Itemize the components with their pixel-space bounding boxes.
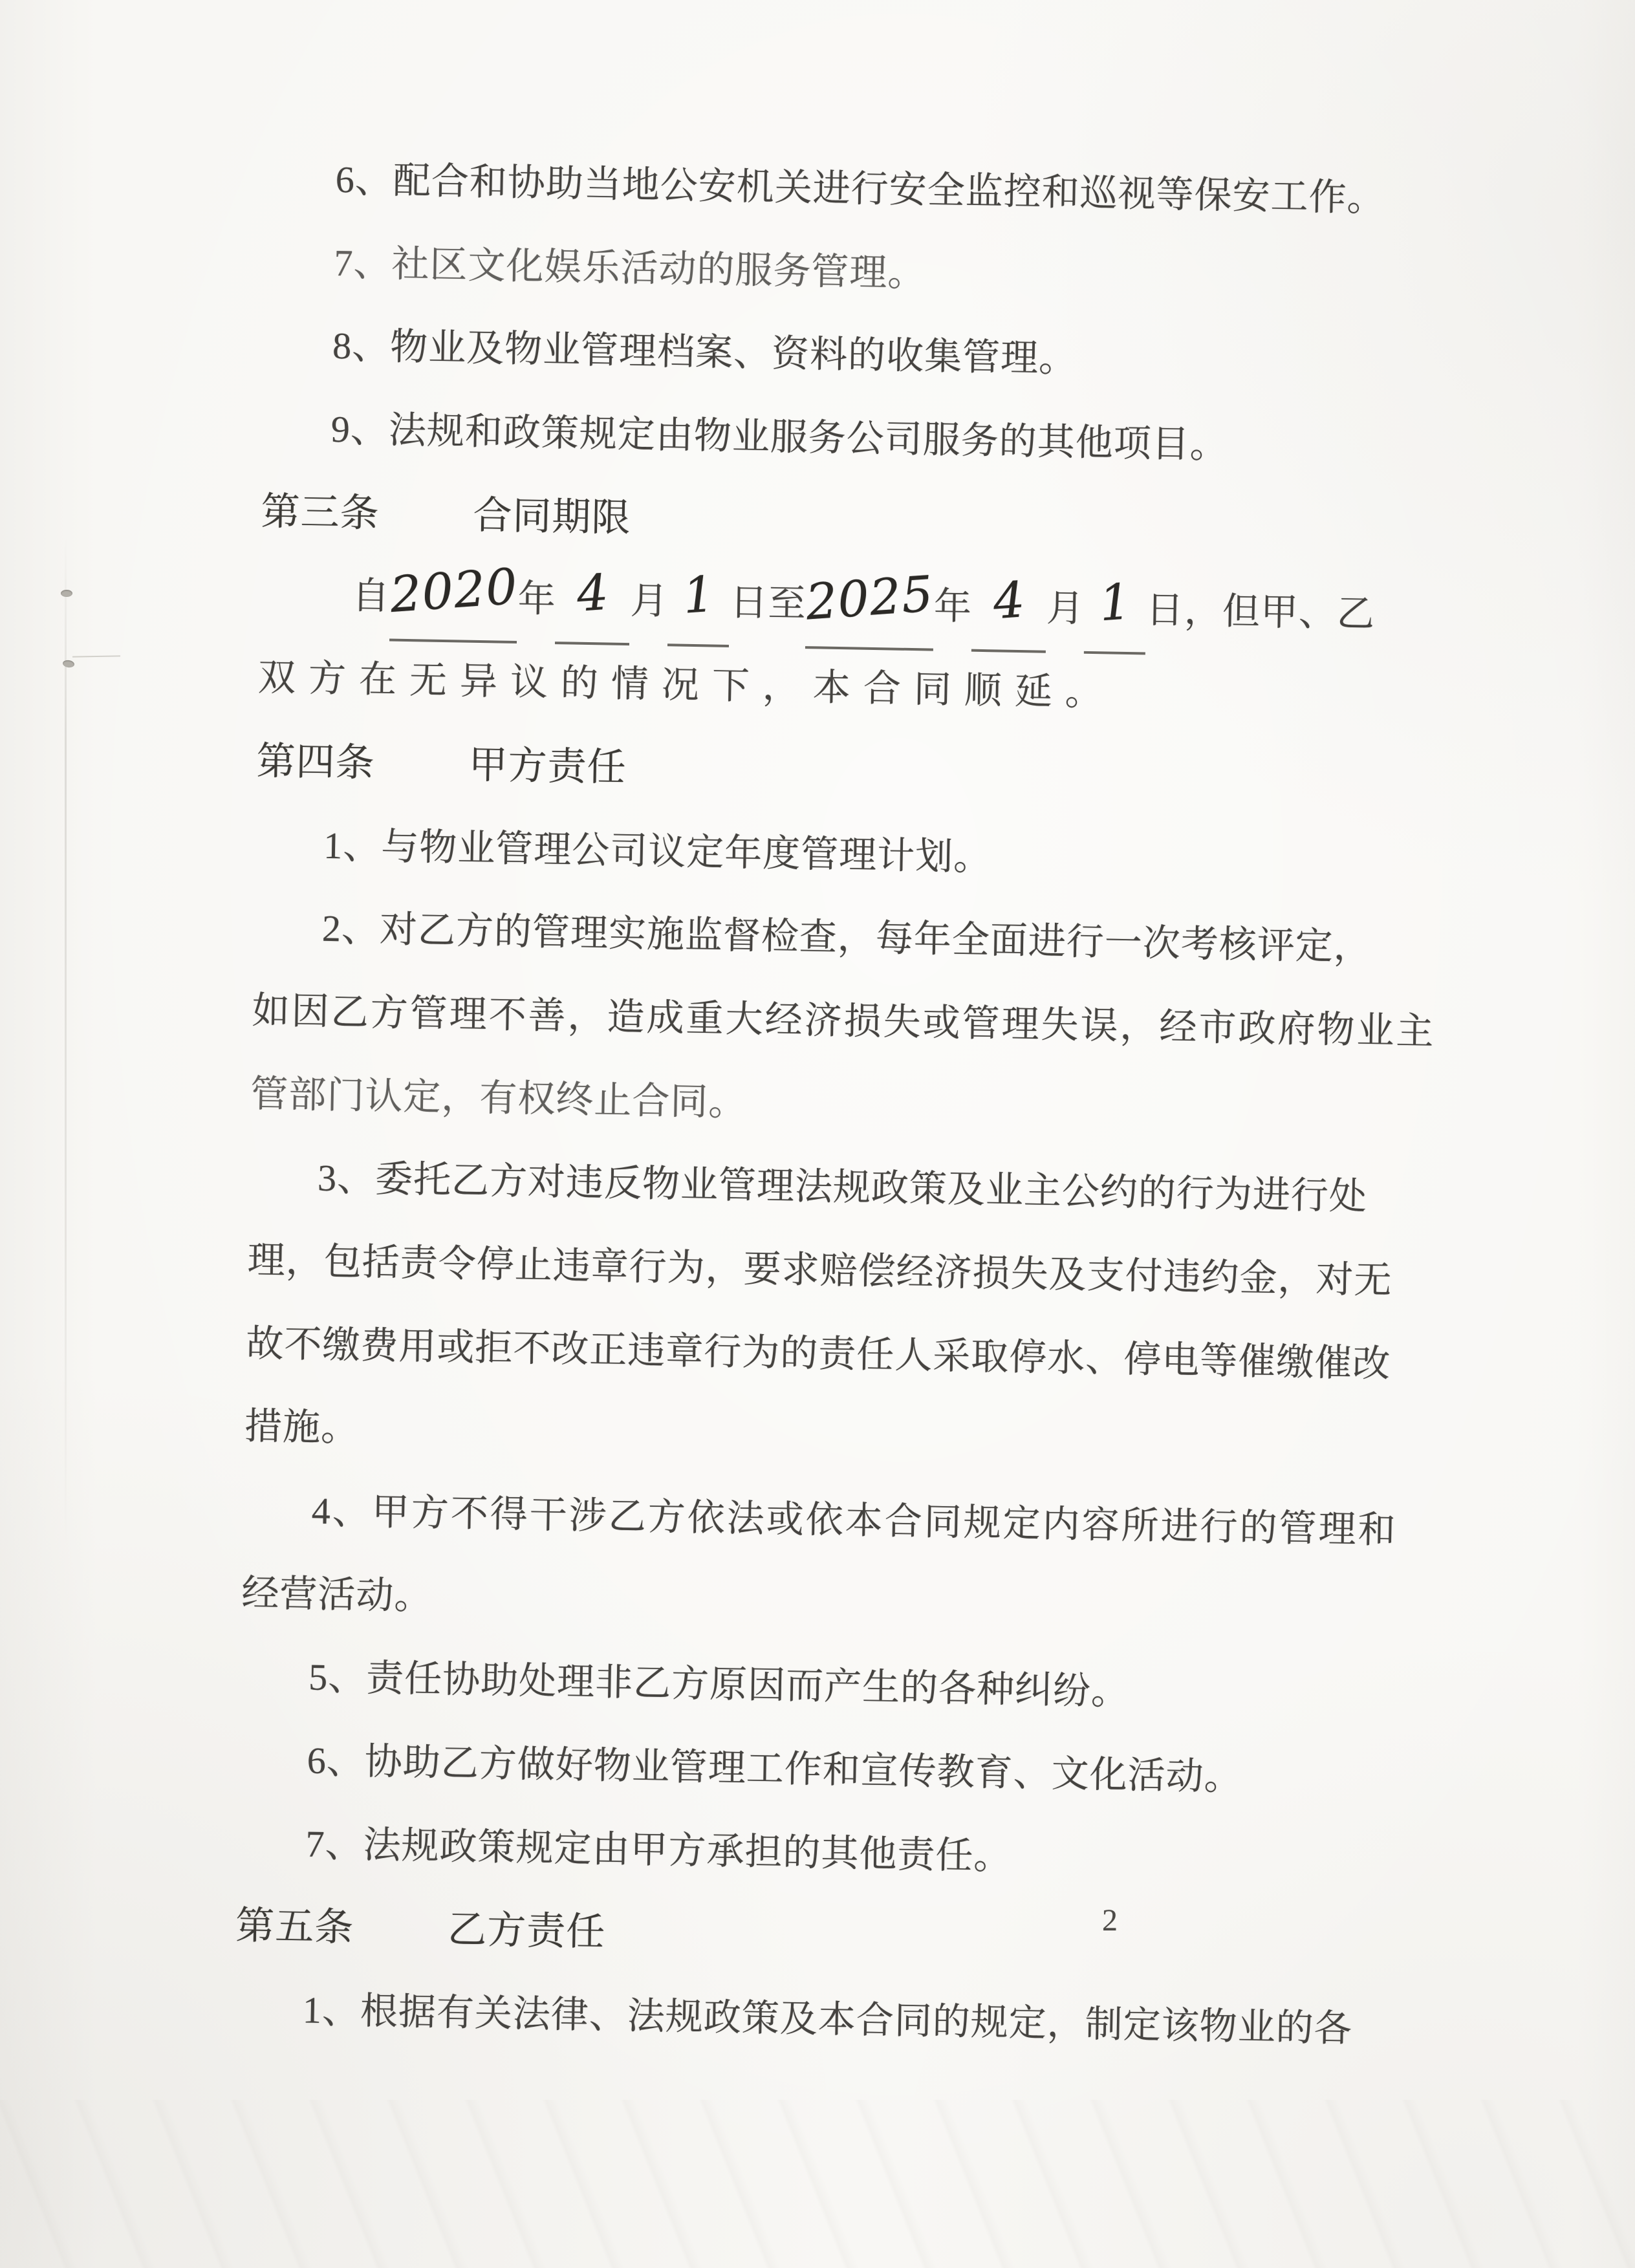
party-a-item-3-line-3-text: 故不缴费用或拒不改正违章行为的责任人采取停水、停电等催缴催改 [245, 1322, 1391, 1385]
paper-wrinkles [0, 2100, 1635, 2268]
date-print-text: 日至 [730, 581, 807, 625]
article-3-heading-title: 合同期限 [472, 493, 632, 539]
service-item-6-text: 6、配合和协助当地公安机关进行安全监控和巡视等保安工作。 [335, 158, 1386, 220]
date-print-text: 日，但甲、乙 [1145, 589, 1376, 636]
article-3-heading-number: 第三条 [261, 490, 380, 535]
document-text [233, 137, 1436, 2072]
party-a-item-1-text: 1、与物业管理公司议定年度管理计划。 [323, 824, 992, 878]
service-item-9-text: 9、法规和政策规定由物业服务公司服务的其他项目。 [330, 407, 1229, 466]
fill-in-blank-start-day [667, 561, 730, 647]
party-b-item-1-text: 1、根据有关法律、法规政策及本合同的规定，制定该物业的各 [302, 1989, 1353, 2050]
staple-hole [61, 590, 72, 597]
date-print-text: 月 [630, 579, 669, 623]
party-a-item-2-line-3-text: 管部门认定，有权终止合同。 [250, 1072, 747, 1124]
date-print-text: 年 [517, 578, 557, 621]
date-print-text: 自 [351, 574, 391, 618]
page-number: 2 [1102, 1903, 1118, 1938]
fill-in-blank-start-year [389, 556, 519, 643]
handwritten-start-year: 2020 [388, 557, 520, 624]
fill-in-blank-start-month [555, 559, 631, 646]
handwritten-start-month: 4 [575, 563, 611, 623]
date-print-text: 年 [933, 585, 973, 629]
scratch-mark [72, 655, 120, 657]
handwritten-end-day: 1 [1097, 572, 1134, 632]
fill-in-blank-end-year [805, 563, 935, 651]
party-a-item-4-line-2-text: 经营活动。 [241, 1571, 433, 1617]
fill-in-blank-end-month [971, 566, 1047, 653]
paper-crease [65, 537, 67, 1546]
handwritten-end-month: 4 [991, 570, 1028, 631]
party-a-item-3-line-4-text: 措施。 [244, 1405, 360, 1450]
service-item-8-text: 8、物业及物业管理档案、资料的收集管理。 [332, 325, 1077, 380]
contract-period-continuation-text: 双方在无异议的情况下，本合同顺延。 [257, 656, 1116, 714]
handwritten-start-day: 1 [681, 565, 717, 625]
party-a-item-2-text: 2、对乙方的管理实施监督检查，每年全面进行一次考核评定， [321, 907, 1372, 969]
article-4-heading-number: 第四条 [256, 739, 376, 784]
party-a-item-4-text: 4、甲方不得干涉乙方依法或依本合同规定内容所进行的管理和 [311, 1489, 1398, 1551]
party-a-item-6-text: 6、协助乙方做好物业管理工作和宣传教育、文化活动。 [307, 1739, 1243, 1798]
service-item-7-text: 7、社区文化娱乐活动的服务管理。 [333, 241, 926, 295]
party-a-item-3-text: 3、委托乙方对违反物业管理法规政策及业主公约的行为进行处 [317, 1156, 1368, 1218]
article-4-heading-title: 甲方责任 [468, 743, 627, 789]
party-a-item-2-line-2-text: 如因乙方管理不善，造成重大经济损失或管理失误，经市政府物业主 [252, 989, 1436, 1053]
article-5-heading-number: 第五条 [235, 1904, 354, 1950]
party-a-item-7-text: 7、法规政策规定由甲方承担的其他责任。 [305, 1822, 1012, 1877]
party-a-item-5-text: 5、责任协助处理非乙方原因而产生的各种纠纷。 [308, 1656, 1130, 1713]
article-5-heading-title: 乙方责任 [447, 1908, 606, 1954]
date-print-text: 月 [1046, 587, 1085, 631]
handwritten-end-year: 2025 [804, 565, 936, 632]
fill-in-blank-end-day [1084, 568, 1147, 654]
party-a-item-3-line-2-text: 理，包括责令停止违章行为，要求赔偿经济损失及支付违约金，对无 [247, 1238, 1393, 1302]
